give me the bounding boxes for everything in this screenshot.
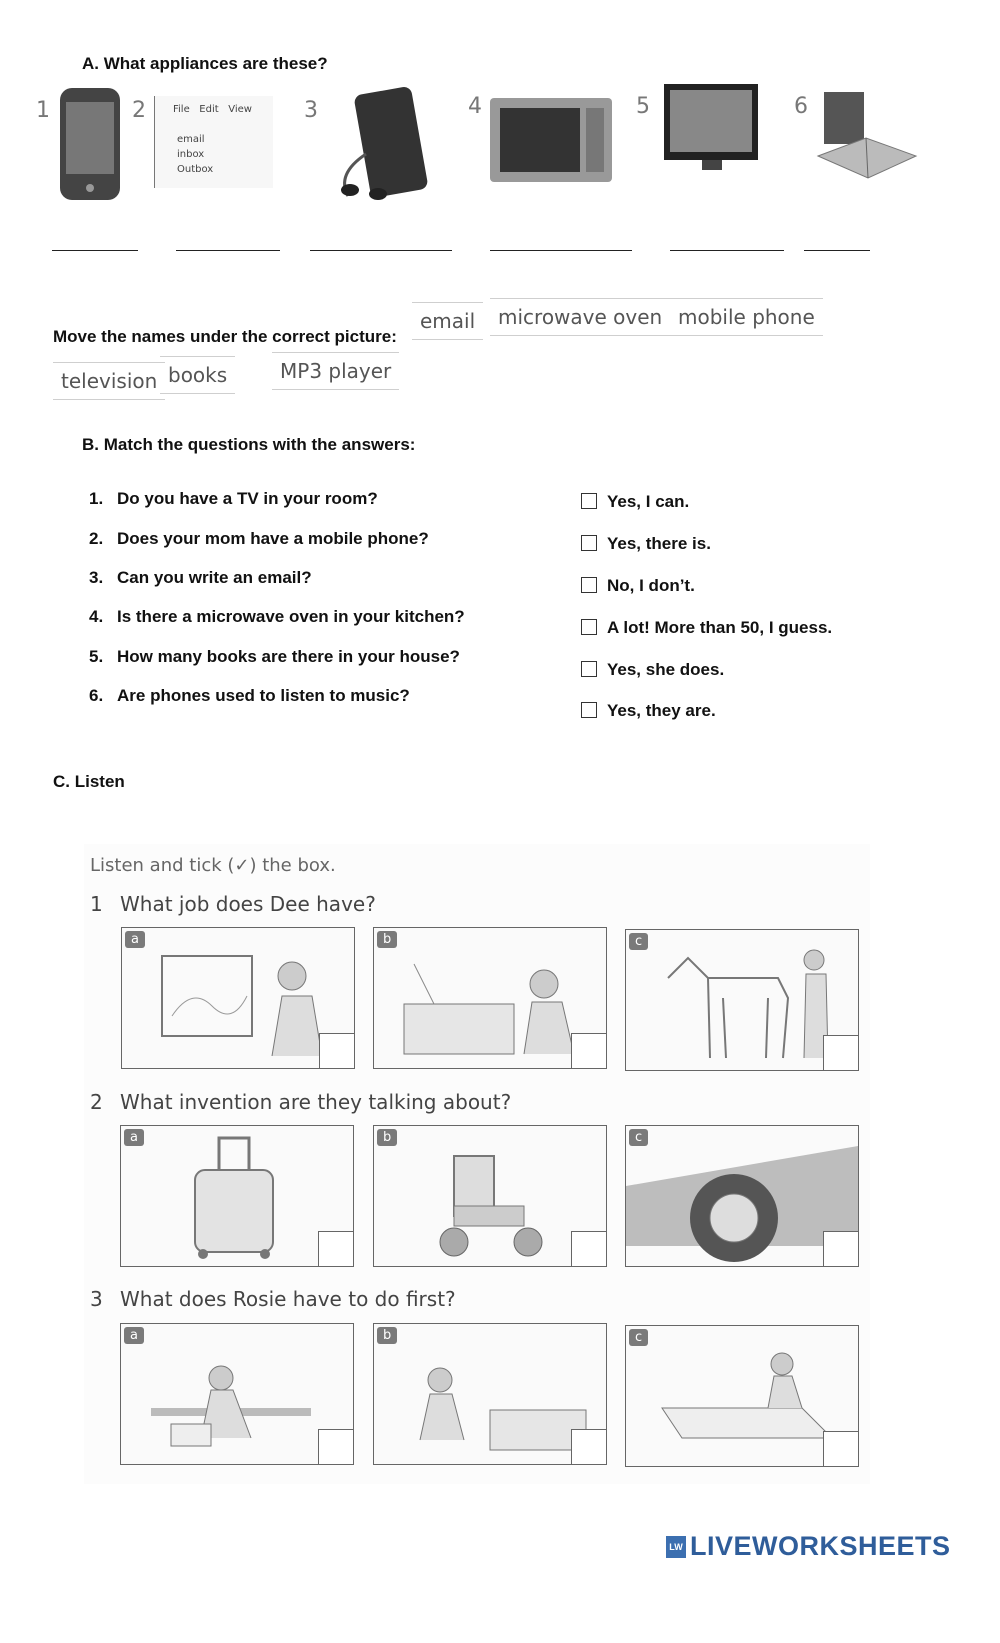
checkbox[interactable] bbox=[581, 619, 597, 635]
horse-groom-picture bbox=[648, 938, 848, 1064]
answer-blank[interactable] bbox=[670, 250, 784, 251]
picture-number: 1 bbox=[36, 98, 50, 123]
tick-box[interactable] bbox=[319, 1033, 355, 1069]
answer-blank[interactable] bbox=[310, 250, 452, 251]
listen-question-3: 3 What does Rosie have to do first? bbox=[90, 1287, 456, 1311]
suitcase-picture bbox=[181, 1134, 291, 1260]
checkbox[interactable] bbox=[581, 493, 597, 509]
question-5: 5. How many books are there in your house? bbox=[89, 647, 460, 666]
option-card-q3-c: c bbox=[625, 1325, 859, 1467]
picture-number: 5 bbox=[636, 94, 650, 119]
answer-blank[interactable] bbox=[52, 250, 138, 251]
option-card-q1-a: a bbox=[121, 927, 355, 1069]
tick-box[interactable] bbox=[318, 1429, 354, 1465]
tick-box[interactable] bbox=[571, 1033, 607, 1069]
checkbox[interactable] bbox=[581, 535, 597, 551]
answer-option[interactable]: Yes, they are. bbox=[581, 701, 716, 721]
chip-mobile-phone[interactable]: mobile phone bbox=[670, 298, 823, 336]
listen-question-2: 2 What invention are they talking about? bbox=[90, 1090, 512, 1114]
outbox-item: Outbox bbox=[177, 164, 214, 175]
pilot-picture bbox=[394, 944, 594, 1059]
television-picture bbox=[662, 80, 762, 180]
answer-blank[interactable] bbox=[176, 250, 280, 251]
option-card-q2-c: c bbox=[625, 1125, 859, 1267]
picture-number: 2 bbox=[132, 98, 146, 123]
tick-box[interactable] bbox=[823, 1431, 859, 1467]
answer-option[interactable]: Yes, there is. bbox=[581, 534, 711, 554]
books-picture bbox=[812, 86, 922, 186]
tick-box[interactable] bbox=[823, 1231, 859, 1267]
tick-box[interactable] bbox=[318, 1231, 354, 1267]
tick-box[interactable] bbox=[823, 1035, 859, 1071]
wheelchair-picture bbox=[424, 1136, 564, 1260]
messy-room-picture bbox=[390, 1340, 590, 1456]
option-card-q2-a: a bbox=[120, 1125, 354, 1267]
answer-option[interactable]: A lot! More than 50, I guess. bbox=[581, 618, 832, 638]
answer-option[interactable]: Yes, I can. bbox=[581, 492, 689, 512]
answer-blank[interactable] bbox=[804, 250, 870, 251]
tick-box[interactable] bbox=[571, 1231, 607, 1267]
menu-view: View bbox=[228, 104, 252, 115]
option-card-q1-b: b bbox=[373, 927, 607, 1069]
menu-edit: Edit bbox=[199, 104, 219, 115]
listen-question-1: 1 What job does Dee have? bbox=[90, 892, 376, 916]
liveworksheets-brand bbox=[666, 1531, 951, 1563]
brand-logo-icon: LW bbox=[666, 1536, 686, 1558]
appliance-picture-strip bbox=[18, 72, 930, 212]
question-6: 6. Are phones used to listen to music? bbox=[89, 686, 410, 705]
email-item: email bbox=[177, 134, 205, 145]
brand-name: LIVEWORKSHEETS bbox=[690, 1531, 951, 1561]
checkbox[interactable] bbox=[581, 577, 597, 593]
checkbox[interactable] bbox=[581, 661, 597, 677]
email-window-picture bbox=[154, 96, 273, 188]
option-card-q3-b: b bbox=[373, 1323, 607, 1465]
mp3-player-picture bbox=[326, 84, 446, 204]
option-card-q2-b: b bbox=[373, 1125, 607, 1267]
move-names-instruction: Move the names under the correct picture: bbox=[53, 327, 397, 346]
girl-homework-picture bbox=[141, 1338, 341, 1456]
mobile-phone-picture bbox=[52, 84, 132, 204]
question-1: 1. Do you have a TV in your room? bbox=[89, 489, 378, 508]
question-2: 2. Does your mom have a mobile phone? bbox=[89, 529, 429, 548]
picture-number: 6 bbox=[794, 94, 808, 119]
listen-instruction: Listen and tick (✓) the box. bbox=[90, 855, 336, 876]
question-4: 4. Is there a microwave oven in your kitchen? bbox=[89, 607, 465, 626]
microwave-oven-picture bbox=[488, 94, 616, 186]
option-card-q1-c: c bbox=[625, 929, 859, 1071]
chip-books[interactable]: books bbox=[160, 356, 235, 394]
answer-option[interactable]: No, I don’t. bbox=[581, 576, 695, 596]
chip-microwave-oven[interactable]: microwave oven bbox=[490, 298, 670, 336]
checkbox[interactable] bbox=[581, 702, 597, 718]
section-b-title: B. Match the questions with the answers: bbox=[82, 435, 416, 454]
chip-mp3-player[interactable]: MP3 player bbox=[272, 352, 399, 390]
picture-number: 3 bbox=[304, 98, 318, 123]
answer-blank[interactable] bbox=[490, 250, 632, 251]
chip-television[interactable]: television bbox=[53, 362, 165, 400]
chip-email[interactable]: email bbox=[412, 302, 483, 340]
menu-file: File bbox=[173, 104, 190, 115]
question-3: 3. Can you write an email? bbox=[89, 568, 312, 587]
section-c-title: C. Listen bbox=[53, 772, 125, 791]
option-card-q3-a: a bbox=[120, 1323, 354, 1465]
painter-picture bbox=[152, 946, 332, 1056]
set-table-picture bbox=[642, 1338, 842, 1458]
inbox-item: inbox bbox=[177, 149, 205, 160]
section-a-title: A. What appliances are these? bbox=[82, 54, 328, 73]
picture-number: 4 bbox=[468, 94, 482, 119]
tick-box[interactable] bbox=[571, 1429, 607, 1465]
answer-option[interactable]: Yes, she does. bbox=[581, 660, 724, 680]
